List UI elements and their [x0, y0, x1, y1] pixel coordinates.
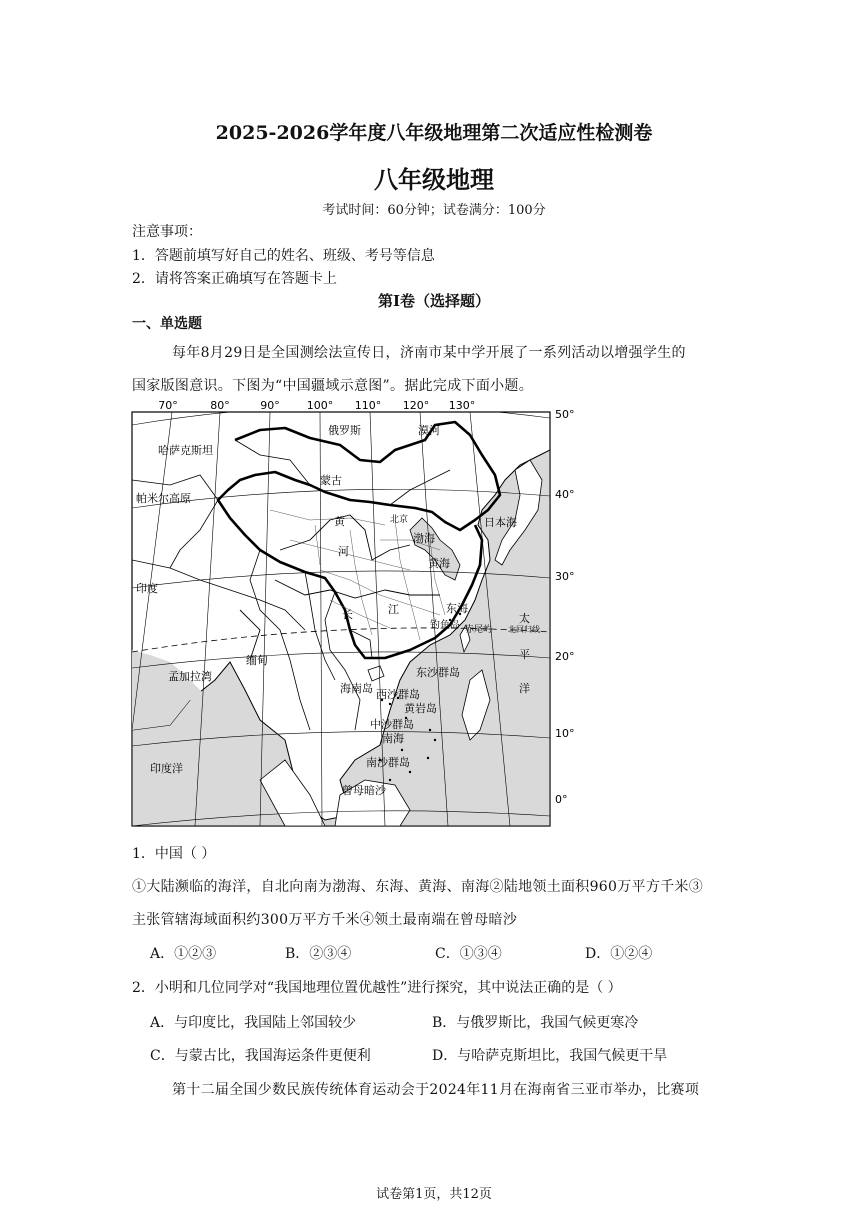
label-dongsha: 东沙群岛 — [416, 666, 460, 679]
label-russia: 俄罗斯 — [328, 424, 361, 437]
label-changjiang-1: 长 — [342, 608, 353, 621]
label-yellow-river-1: 黄 — [334, 515, 345, 528]
question-1-option-d[interactable]: D．①②④ — [585, 946, 653, 962]
label-xisha: 西沙群岛 — [376, 688, 420, 701]
label-indian-ocean: 印度洋 — [150, 762, 183, 775]
lon-label: 130° — [448, 400, 476, 412]
notes-heading: 注意事项： — [132, 224, 202, 240]
section-title: 第Ⅰ卷（选择题） — [377, 292, 491, 310]
label-mongolia: 蒙古 — [320, 474, 342, 487]
lat-label: 20° — [555, 650, 575, 663]
intro-line-2: 国家版图意识。下图为“中国疆域示意图”。据此完成下面小题。 — [132, 378, 534, 394]
lat-label: 50° — [555, 408, 575, 421]
exam-info: 考试时间：60分钟；试卷满分：100分 — [322, 203, 546, 218]
label-south-sea: 南海 — [382, 732, 404, 745]
label-changjiang-2: 江 — [388, 603, 399, 616]
subject-title: 八年级地理 — [374, 166, 494, 194]
lat-label: 30° — [555, 570, 575, 583]
label-pamir: 帕米尔高原 — [136, 492, 191, 505]
label-bohai: 渤海 — [413, 532, 435, 545]
label-chiwei: 赤尾屿 — [465, 625, 493, 635]
page-footer: 试卷第1页，共12页 — [376, 1187, 492, 1202]
lon-label: 110° — [354, 400, 382, 412]
label-yellow-sea: 黄海 — [428, 557, 450, 570]
note-item-1: 1．答题前填写好自己的姓名、班级、考号等信息 — [132, 248, 435, 264]
label-bangladesh: 孟加拉湾 — [168, 670, 212, 683]
label-beijing: 北京 — [390, 515, 409, 525]
lat-label: 40° — [555, 488, 575, 501]
lat-label: 0° — [555, 793, 568, 806]
note-item-2: 2．请将答案正确填写在答题卡上 — [132, 271, 337, 287]
label-hainan: 海南岛 — [340, 682, 373, 695]
label-mohe: 漠河 — [418, 424, 440, 437]
question-1-option-b[interactable]: B．②③④ — [285, 946, 352, 962]
label-kazakhstan: 哈萨克斯坦 — [158, 444, 213, 457]
lon-label: 100° — [306, 400, 334, 412]
question-2-option-a[interactable]: A．与印度比，我国陆上邻国较少 — [150, 1015, 357, 1031]
label-east-sea: 东海 — [446, 602, 468, 615]
question-2-option-d[interactable]: D．与哈萨克斯坦比，我国气候更干旱 — [432, 1048, 668, 1064]
question-2-option-c[interactable]: C．与蒙古比，我国海运条件更便利 — [150, 1048, 371, 1064]
label-pacific-3: 洋 — [519, 682, 530, 695]
label-nansha: 南沙群岛 — [366, 756, 410, 769]
lon-label: 80° — [210, 400, 230, 412]
lon-label: 120° — [402, 400, 430, 412]
lon-label: 70° — [158, 400, 178, 412]
label-myanmar: 缅甸 — [246, 654, 268, 667]
label-zengmu: 曾母暗沙 — [342, 784, 386, 797]
china-territory-map — [110, 400, 590, 840]
exam-title: 2025-2026学年度八年级地理第二次适应性检测卷 — [215, 122, 653, 144]
lat-label: 10° — [555, 727, 575, 740]
label-yellow-river-2: 河 — [338, 545, 349, 558]
question-1-stem: 1．中国（ ） — [132, 846, 216, 862]
label-zhongsha: 中沙群岛 — [370, 718, 414, 731]
label-pacific-2: 平 — [519, 648, 530, 661]
trailing-passage: 第十二届全国少数民族传统体育运动会于2024年11月在海南省三亚市举办，比赛项 — [172, 1082, 700, 1098]
question-2-stem: 2．小明和几位同学对“我国地理位置优越性”进行探究，其中说法正确的是（ ） — [132, 980, 622, 996]
question-1-option-a[interactable]: A．①②③ — [150, 946, 217, 962]
part-title: 一、单选题 — [132, 316, 202, 332]
lon-label: 90° — [260, 400, 280, 412]
label-sea-of-japan: 日本海 — [484, 516, 517, 529]
label-tropic: 北回归线 — [508, 625, 540, 634]
question-1-statement-line-2: 主张管辖海域面积约300万平方千米④领土最南端在曾母暗沙 — [132, 912, 518, 928]
intro-line-1: 每年8月29日是全国测绘法宣传日，济南市某中学开展了一系列活动以增强学生的 — [172, 345, 686, 361]
label-pacific-1: 太 — [519, 612, 530, 625]
question-2-option-b[interactable]: B．与俄罗斯比，我国气候更寒冷 — [432, 1015, 639, 1031]
label-huangyan: 黄岩岛 — [404, 702, 437, 715]
label-india: 印度 — [136, 582, 158, 595]
label-diaoyu: 钓鱼岛 — [430, 620, 460, 631]
question-1-option-c[interactable]: C．①③④ — [435, 946, 502, 962]
question-1-statement-line-1: ①大陆濒临的海洋，自北向南为渤海、东海、黄海、南海②陆地领土面积960万平方千米③ — [132, 879, 704, 895]
